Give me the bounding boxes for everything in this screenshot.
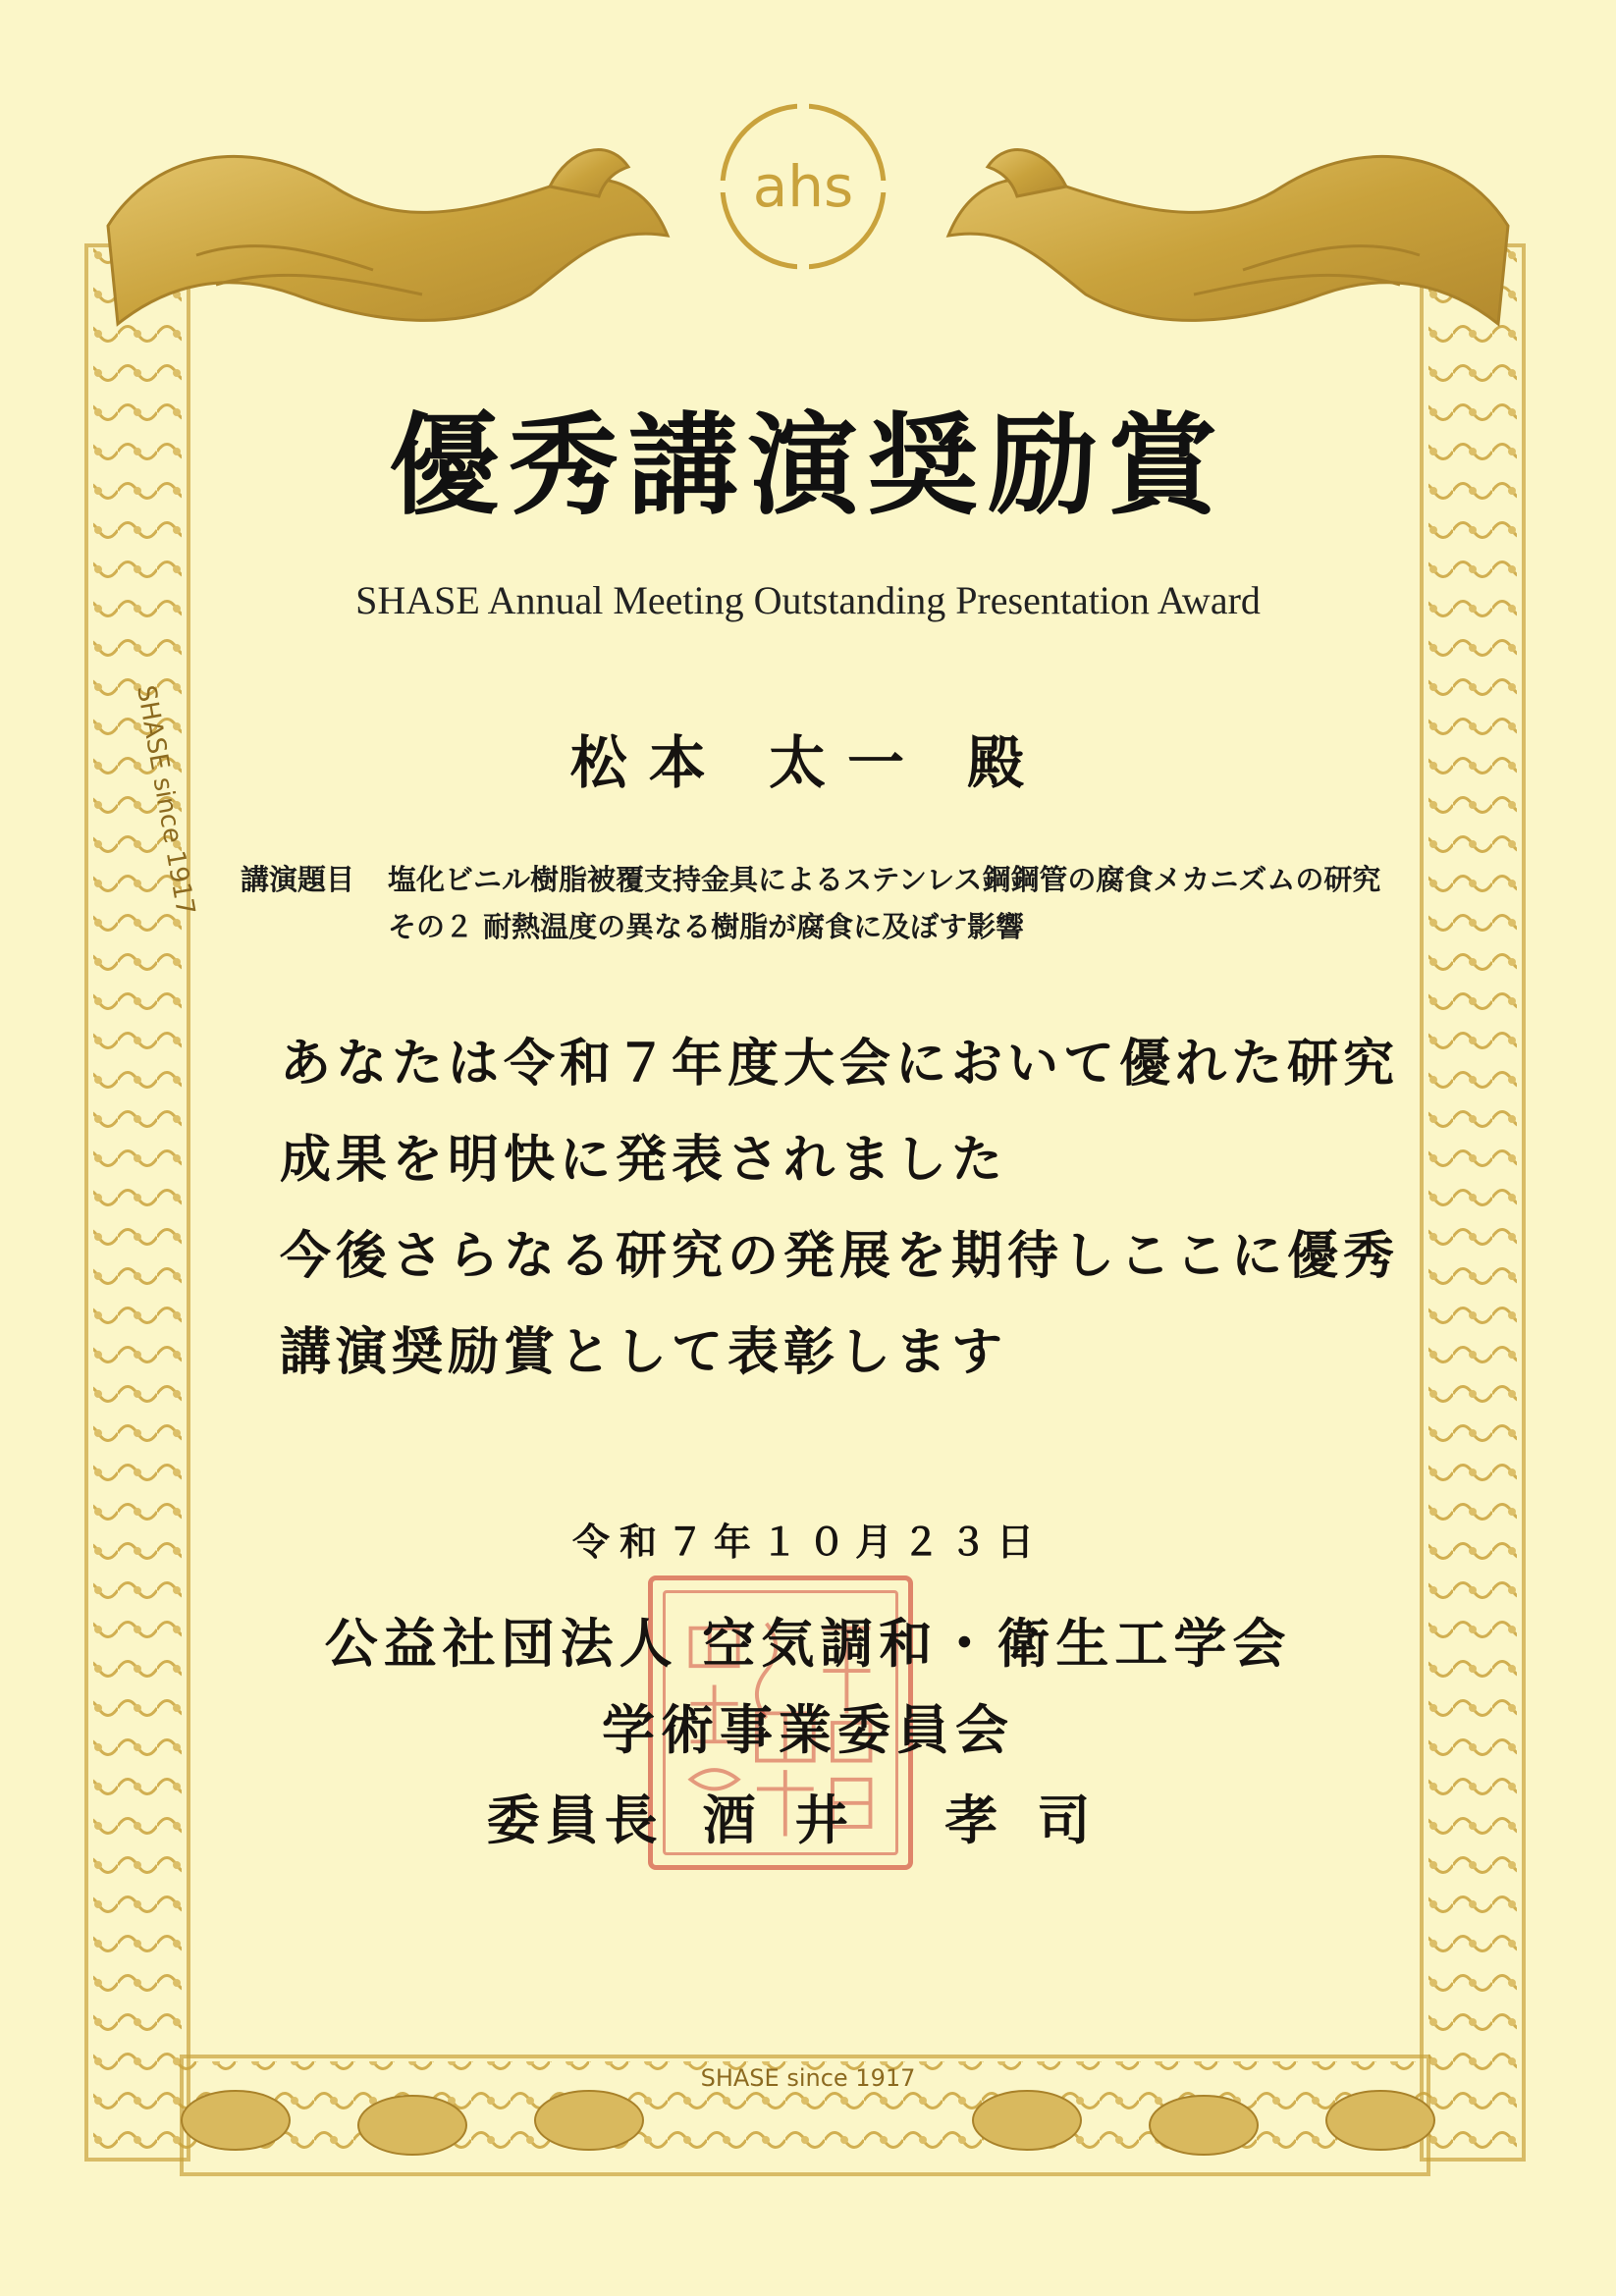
frame-text-left: SHASE since 1917 (131, 683, 200, 918)
citation-line: 成果を明快に発表されました (280, 1130, 1008, 1190)
citation-line: 今後さらなる研究の発展を期待しここに優秀 (280, 1226, 1400, 1286)
chair-name: 酒井 孝司 (702, 1789, 1130, 1851)
citation-line: 講演奨励賞として表彰します (280, 1322, 1008, 1382)
recipient-name: 松本 太一 殿 (569, 729, 1047, 796)
left-phoenix-ornament (108, 150, 668, 324)
citation-line: あなたは令和７年度大会において優れた研究 (280, 1034, 1400, 1094)
presentation-topic (241, 856, 1399, 950)
citation-text (280, 1016, 1400, 1401)
award-date: 令和７年１０月２３日 (571, 1520, 1044, 1564)
chair-signature-line (0, 1779, 1616, 1854)
topic-line-2: その２ 耐熱温度の異なる樹脂が腐食に及ぼす影響 (388, 910, 1025, 943)
chair-title: 委員長 (486, 1789, 664, 1851)
svg-text:ahs: ahs (752, 153, 854, 220)
organization-name: 公益社団法人 空気調和・衛生工学会 (324, 1612, 1292, 1675)
frame-text-bottom: SHASE since 1917 (700, 2064, 916, 2092)
award-title: 優秀講演奨励賞 (389, 401, 1227, 530)
shase-logo-icon (710, 93, 896, 280)
topic-line-1: 塩化ビニル樹脂被覆支持金具によるステンレス鋼鋼管の腐食メカニズムの研究 (388, 863, 1381, 896)
award-subtitle: SHASE Annual Meeting Outstanding Presentation Award (355, 578, 1261, 622)
committee-name: 学術事業委員会 (602, 1698, 1014, 1761)
topic-label: 講演題目 (241, 863, 355, 896)
right-phoenix-ornament (948, 150, 1508, 324)
